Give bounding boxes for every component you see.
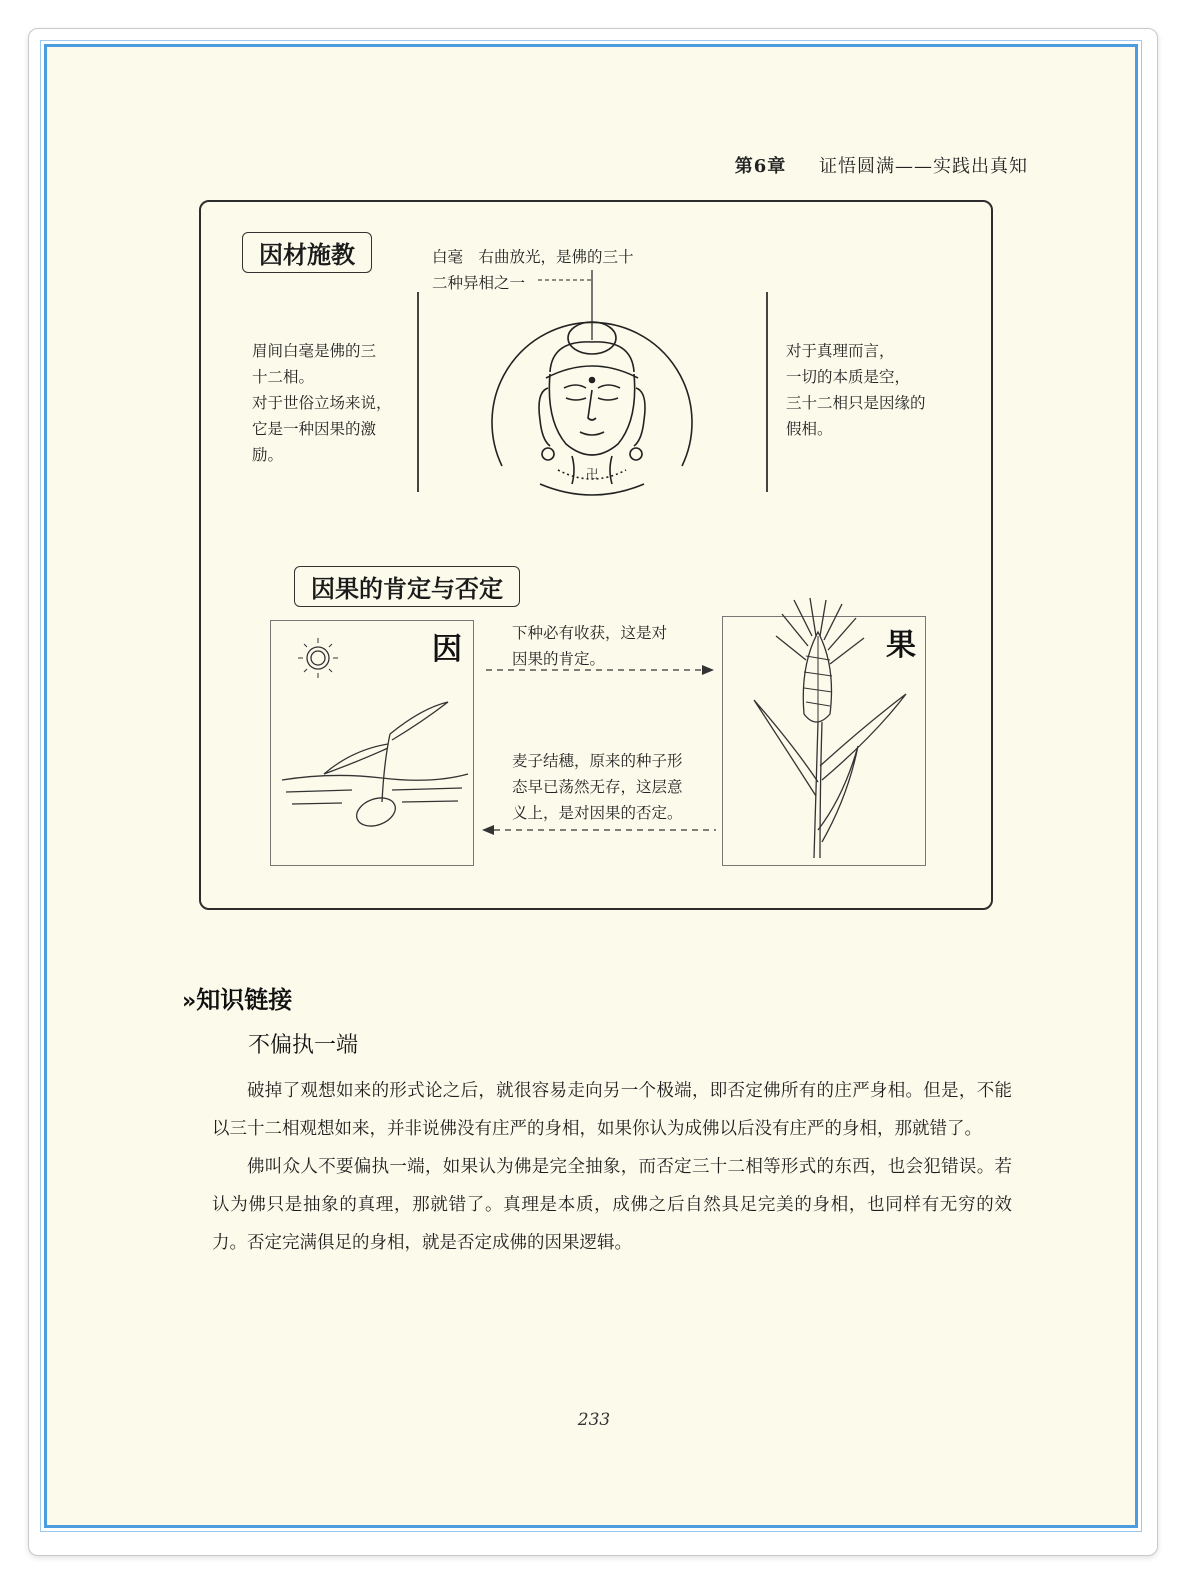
section-title: [182, 980, 292, 1015]
left-caption-line: 它是一种因果的激: [252, 420, 377, 438]
upper-caption-line: 因果的肯定。: [512, 650, 606, 668]
top-caption-line-1: 白毫 右曲放光，是佛的三十: [432, 248, 634, 266]
left-caption-line: 对于世俗立场来说，: [252, 394, 392, 412]
section-subtitle: 不偏执一端: [248, 1033, 359, 1058]
seed-sprout-drawing: [272, 622, 470, 862]
right-caption: [786, 338, 966, 442]
paragraph: 破掉了观想如来的形式论之后，就很容易走向另一个极端，即否定佛所有的庄严身相。但是，不能以三十二相观想如来，并非说佛没有庄严的身相，如果你认为成佛以后没有庄严的身相，那就错了。: [212, 1081, 1012, 1139]
right-divider: [766, 292, 768, 492]
left-caption-line: 眉间白毫是佛的三: [252, 342, 377, 360]
chapter-number: 第6章: [734, 156, 787, 177]
lower-caption: [512, 748, 683, 826]
arrow-left-icon: [482, 825, 494, 835]
right-caption-line: 一切的本质是空，: [786, 368, 911, 386]
svg-text:卍: 卍: [586, 467, 599, 481]
lower-caption-line: 态早已荡然无存，这层意: [512, 778, 683, 796]
running-header: [735, 152, 1028, 178]
section-title-text: 知识链接: [196, 986, 293, 1014]
chapter-title: 证悟圆满——实践出真知: [819, 156, 1028, 177]
right-caption-line: 假相。: [786, 420, 833, 438]
left-caption-line: 十二相。: [252, 368, 315, 386]
lower-caption-line: 义上，是对因果的否定。: [512, 804, 683, 822]
body-text: [212, 1072, 1012, 1262]
upper-caption-line: 下种必有收获，这是对: [512, 624, 668, 642]
cause-label: 因: [432, 632, 462, 667]
lower-caption-line: 麦子结穗，原来的种子形: [512, 752, 683, 770]
page-number: 233: [577, 1410, 611, 1430]
left-caption: [252, 338, 402, 468]
paragraph: 佛叫众人不要偏执一端，如果认为佛是完全抽象，而否定三十二相等形式的东西，也会犯错误。若认为佛只是抽象的真理，那就错了。真理是本质，成佛之后自然具足完美的身相，也同样有无穷的效力。否定完满俱足的身相，就是否定成佛的因果逻辑。: [212, 1157, 1012, 1253]
left-divider: [417, 292, 419, 492]
arrow-right-icon: [702, 665, 714, 675]
right-caption-line: 对于真理而言，: [786, 342, 895, 360]
right-caption-line: 三十二相只是因缘的: [786, 394, 926, 412]
top-caption-line-2: 二种异相之一: [432, 274, 526, 292]
buddha-illustration: [480, 270, 704, 500]
double-chevron-icon: »: [182, 989, 197, 1014]
wheat-drawing: [724, 596, 922, 862]
effect-label: 果: [886, 628, 916, 663]
left-caption-line: 励。: [252, 446, 284, 464]
panel1-title: 因材施教: [242, 232, 372, 273]
panel2-title: 因果的肯定与否定: [294, 566, 520, 607]
